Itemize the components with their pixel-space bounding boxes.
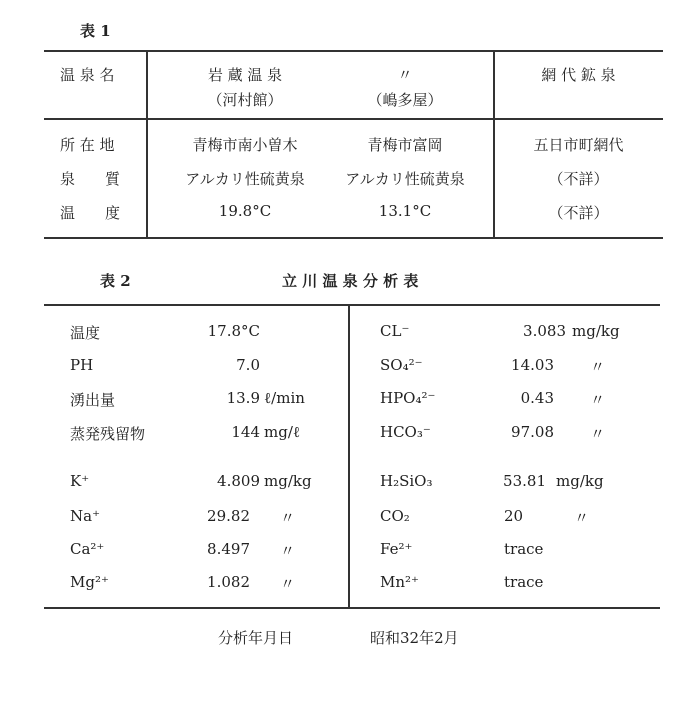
table1-bottom-rule <box>44 237 663 239</box>
table1-cell: 13.1°C <box>378 202 432 220</box>
table1-cell: （不詳） <box>548 170 609 188</box>
table2-right-unit: 〃 <box>590 425 606 443</box>
table2-left-label: 蒸発残留物 <box>70 425 146 443</box>
table2-title: 立 川 温 泉 分 析 表 <box>282 272 419 290</box>
analysis-date-value: 昭和32年2月 <box>370 629 459 647</box>
table2-right-value: 14.03 <box>511 356 554 374</box>
table2-left-unit: 〃 <box>280 542 296 560</box>
analysis-date-label: 分析年月日 <box>218 629 294 647</box>
table2-left-unit: mg/kg <box>264 472 312 490</box>
table2-right-unit: 〃 <box>590 391 606 409</box>
table2-left-value: 1.082 <box>207 573 250 591</box>
table2-left-value: 29.82 <box>207 507 250 525</box>
table2-left-value: 8.497 <box>207 540 250 558</box>
table2-left-value: 17.8°C <box>207 322 260 340</box>
table2-left-unit: ℓ/min <box>264 389 305 407</box>
table2-label: 表 2 <box>100 272 131 290</box>
table1-row-label-temperature: 温 度 <box>60 204 121 222</box>
table1-col3-name: 網 代 鉱 泉 <box>541 66 616 84</box>
table1-col2-sub: （嶋多屋） <box>367 91 443 109</box>
table2-left-label: PH <box>70 356 94 374</box>
table1-header-rule <box>44 118 663 120</box>
table2-left-unit: 〃 <box>280 509 296 527</box>
table1-label: 表 1 <box>80 22 111 40</box>
table2-right-label: Mn²⁺ <box>380 573 419 591</box>
table1-col2-name: 〃 <box>397 66 413 84</box>
table2-right-value: 97.08 <box>511 423 554 441</box>
table2-right-label: SO₄²⁻ <box>380 356 423 374</box>
table2-right-value: 0.43 <box>520 389 554 407</box>
table2-right-label: CL⁻ <box>380 322 410 340</box>
table2-right-value: 3.083 <box>523 322 566 340</box>
table2-left-value: 7.0 <box>236 356 260 374</box>
table1-top-rule <box>44 50 663 52</box>
table2-right-label: Fe²⁺ <box>380 540 413 558</box>
table2-right-unit: mg/kg <box>572 322 620 340</box>
table1-col1-name: 岩 蔵 温 泉 <box>207 66 283 84</box>
table2-left-value: 13.9 <box>226 389 260 407</box>
table2-left-unit: mg/ℓ <box>264 423 301 441</box>
table1-cell: 五日市町網代 <box>533 136 624 154</box>
table1-cell: 19.8°C <box>218 202 272 220</box>
table2-right-value: trace <box>504 573 544 591</box>
table2-right-label: HCO₃⁻ <box>380 423 431 441</box>
table1-cell: アルカリ性硫黄泉 <box>185 170 305 188</box>
table2-right-value: 20 <box>504 507 524 525</box>
table2-right-value: 53.81 <box>503 472 546 490</box>
table1-row-label-quality: 泉 質 <box>60 170 121 188</box>
table2-right-unit: mg/kg <box>556 472 604 490</box>
table2-left-label: K⁺ <box>70 472 90 490</box>
table2-top-rule <box>44 304 660 306</box>
table1-row-label-location: 所 在 地 <box>60 136 115 154</box>
table1-cell: アルカリ性硫黄泉 <box>345 170 465 188</box>
table2-left-label: 温度 <box>70 324 101 342</box>
table2-right-label: HPO₄²⁻ <box>380 389 436 407</box>
table1-header-row-label: 温 泉 名 <box>60 66 115 84</box>
table1-cell: 青梅市富岡 <box>367 136 443 154</box>
table2-center-divider <box>348 304 350 607</box>
table2-right-label: CO₂ <box>380 507 410 525</box>
table2-bottom-rule <box>44 607 660 609</box>
table2-left-value: 4.809 <box>217 472 260 490</box>
table1-cell: （不詳） <box>548 204 609 222</box>
table2-right-label: H₂SiO₃ <box>380 472 433 490</box>
table2-left-value: 144 <box>231 423 260 441</box>
table2-left-label: Na⁺ <box>70 507 100 525</box>
table2-right-value: trace <box>504 540 544 558</box>
table1-cell: 青梅市南小曽木 <box>192 136 298 154</box>
table2-right-unit: 〃 <box>574 509 590 527</box>
table2-left-label: 湧出量 <box>70 391 116 409</box>
table1-col1-sub: （河村館） <box>207 91 283 109</box>
table2-left-label: Ca²⁺ <box>70 540 105 558</box>
table2-right-unit: 〃 <box>590 358 606 376</box>
table1-divider-1 <box>146 50 148 237</box>
table2-left-label: Mg²⁺ <box>70 573 109 591</box>
table2-left-unit: 〃 <box>280 575 296 593</box>
